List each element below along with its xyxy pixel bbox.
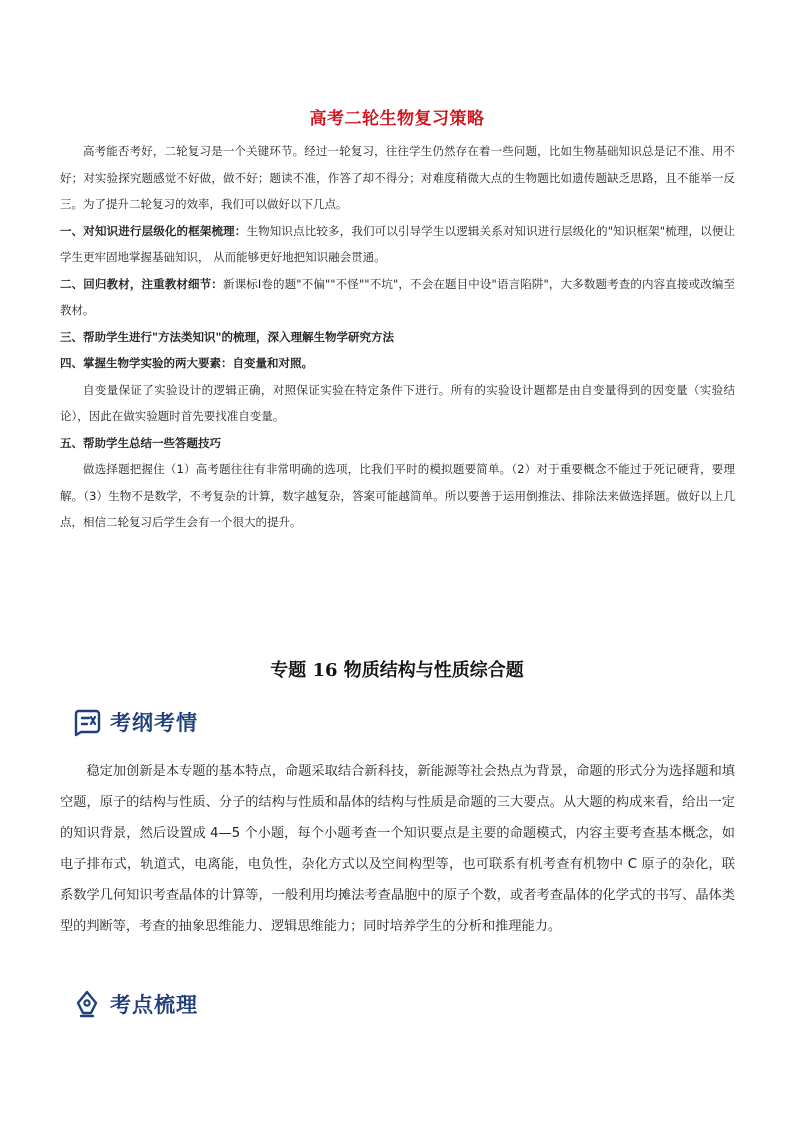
strategy-item-3: 三、帮助学生进行"方法类知识"的梳理，深入理解生物学研究方法 [60,329,394,344]
intro-paragraph: 高考能否考好，二轮复习是一个关键环节。经过一轮复习，往往学生仍然存在着一些问题，比如生物基础知识总是记不准、用不好；对实验探究题感觉不好做，做不好；题读不准，作答了却不得分；对难度稍微大点的生物题比如遗传题缺乏思路，且不能举一反三。为了提升二轮复习的效率，我们可以做好以下几点。 [60,144,735,211]
section-label-key-points: 考点梳理 [110,993,198,1017]
syllabus-paragraph [60,756,735,942]
strategy-item-1-body: 生物知识点比较多，我们可以引导学生以逻辑关系对知识进行层级化的"知识框架"梳理，以便让学生更牢固地掌握基础知识， 从而能够更好地把知识融会贯通。 [60,223,736,264]
section-header-syllabus [72,704,198,740]
strategy-item-2-head: 二、回归教材，注重教材细节： [60,276,223,291]
syllabus-paragraph-text: 稳定加创新是本专题的基本特点，命题采取结合新科技，新能源等社会热点为背景，命题的形式分为选择题和填空题，原子的结构与性质、分子的结构与性质和晶体的结构与性质是命题的三大要点。从大题的构成来看，给出一定的知识背景，然后设置成 4—5 个小题，每个小题考查一个知识要点是主要的命题模式，内容主要考查基本概念，如电子排布式，轨道式，电离能，电负性，杂化方式以及空间构型等，也可联系有机考查有机物中 C 原子的杂化，联系数学几何知识考查晶体的计算等，一般利用均摊法考查晶胞中的原子个数，或者考查晶体的化学式的书写、晶体类型的判断等，考查的抽象思维能力、逻辑思维能力；同时培养学生的分析和推理能力。 [60,764,735,934]
page-title: 高考二轮生物复习策略 [309,109,485,129]
strategy-item-5-body: 做选择题把握住（1）高考题往往有非常明确的选项，比我们平时的模拟题要简单。（2）对于重要概念不能过于死记硬背，要理解。（3）生物不是数学，不考复杂的计算，数字越复杂，答案可能越简单。所以要善于运用倒推法、排除法来做选择题。做好以上几点，相信二轮复习后学生会有一个很大的提升。 [60,462,735,529]
strategy-item-1 [60,218,735,271]
intro-block [60,138,735,536]
pen-nib-icon [72,989,102,1019]
strategy-item-2-body: 新课标Ⅰ卷的题"不偏""不怪""不坑"，不会在题目中设"语言陷阱"，大多数题考查的内容直接或改编至教材。 [60,276,736,317]
strategy-item-4-body: 自变量保证了实验设计的逻辑正确，对照保证实验在特定条件下进行。所有的实验设计题都是由自变量得到的因变量（实验结论），因此在做实验题时首先要找准自变量。 [60,382,735,423]
strategy-item-5: 五、帮助学生总结一些答题技巧 [60,435,221,450]
section-header-key-points [72,986,198,1022]
topic-title: 专题 16 物质结构与性质综合题 [270,660,524,681]
section-label-syllabus: 考纲考情 [110,711,198,735]
strategy-item-4: 四、掌握生物学实验的两大要素：自变量和对照。 [60,356,313,370]
strategy-item-1-head: 一、对知识进行层级化的框架梳理： [60,223,247,238]
outline-list-icon [72,707,102,737]
strategy-item-2 [60,271,735,324]
